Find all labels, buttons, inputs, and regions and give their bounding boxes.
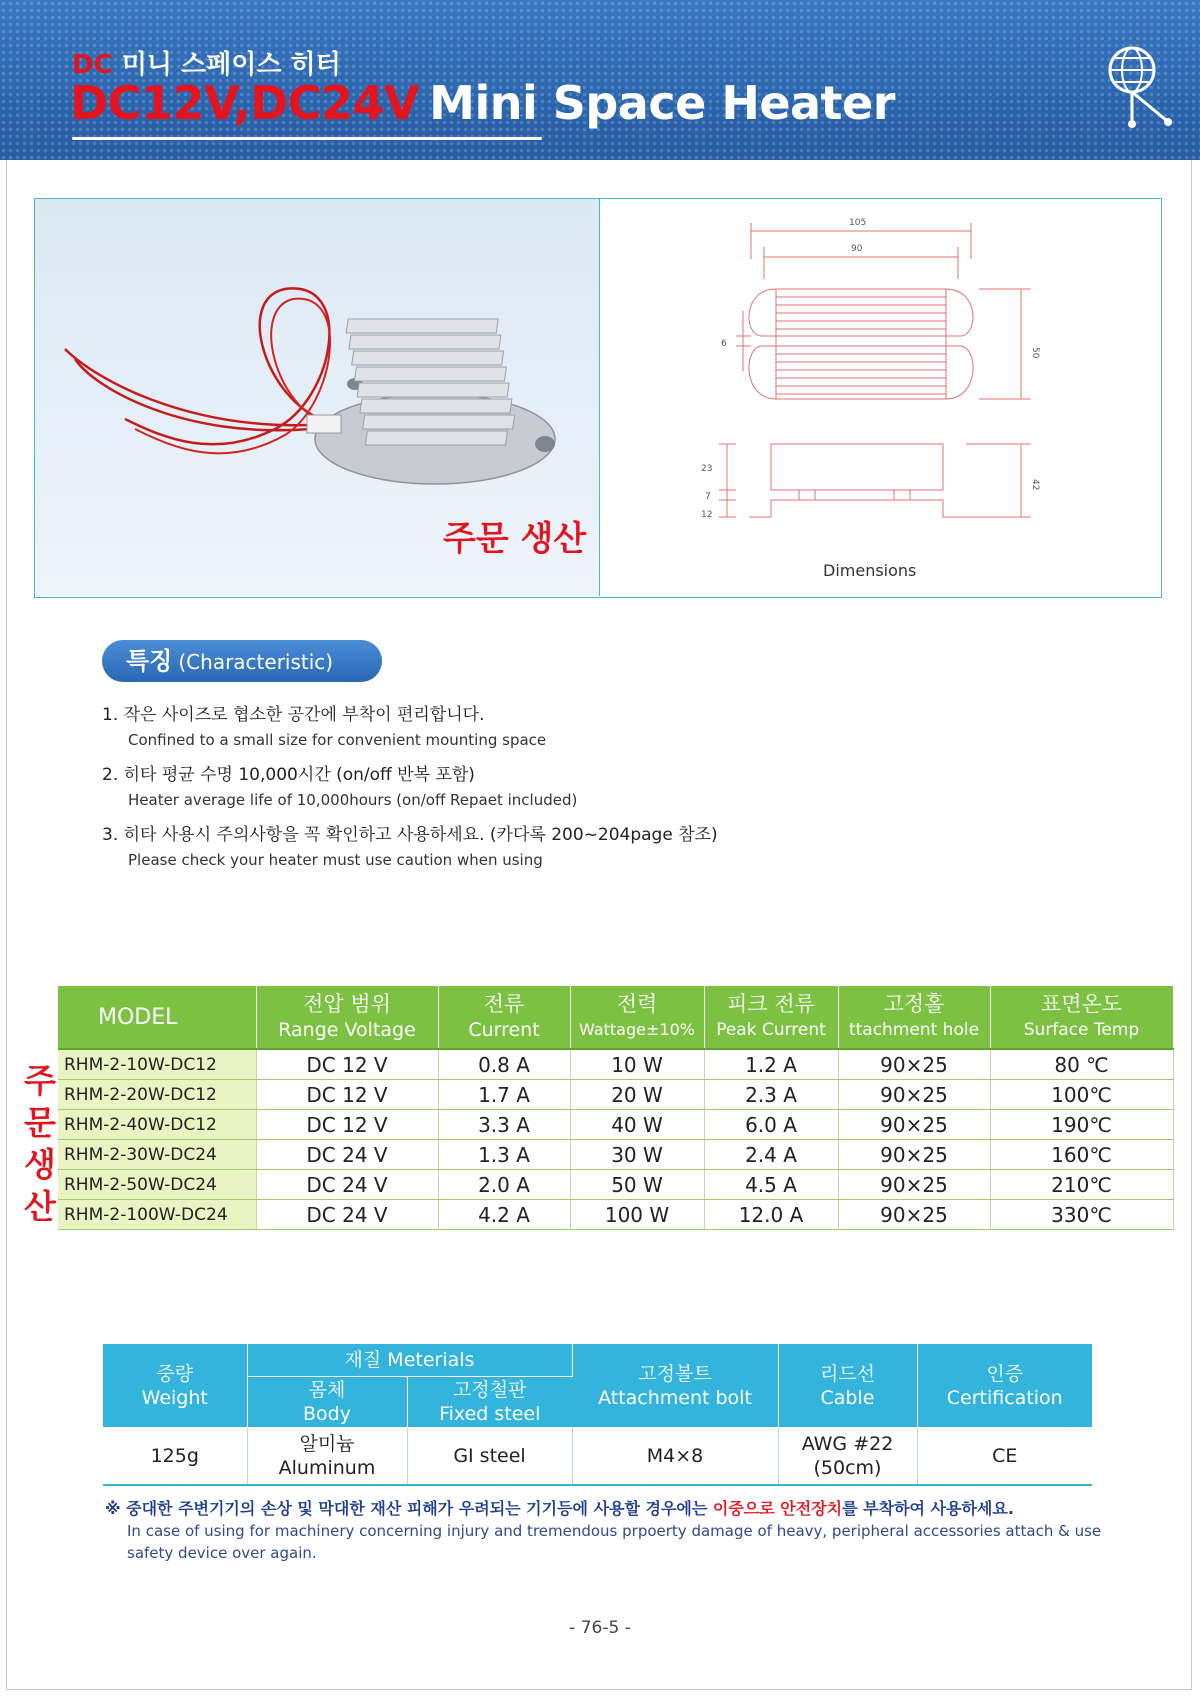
table-cell: 3.3 A xyxy=(438,1110,570,1140)
table-cell: 90×25 xyxy=(838,1200,990,1230)
header-surface-temp: 표면온도 Surface Temp xyxy=(990,986,1173,1049)
table-row xyxy=(58,1110,1173,1140)
feature-item-2: 2. 히타 평균 수명 10,000시간 (on/off 반복 포함) Heater average life of 10,000hours (on/off Repaet included) xyxy=(102,765,578,809)
table-cell: 1.3 A xyxy=(438,1140,570,1170)
table-cell: DC 24 V xyxy=(256,1170,438,1200)
spec-body-value: 알미늄 Aluminum xyxy=(247,1428,407,1486)
page-number: - 76-5 - xyxy=(569,1618,631,1638)
header-model: MODEL xyxy=(58,986,256,1049)
table-cell: 12.0 A xyxy=(704,1200,838,1230)
spec-header-fixed-steel: 고정철판 Fixed steel xyxy=(407,1377,572,1428)
table-cell: DC 24 V xyxy=(256,1200,438,1230)
table-row xyxy=(58,1170,1173,1200)
table-cell: RHM-2-10W-DC12 xyxy=(58,1049,256,1080)
table-cell: 90×25 xyxy=(838,1140,990,1170)
table-cell: DC 12 V xyxy=(256,1049,438,1080)
spec-cert-value: CE xyxy=(917,1428,1092,1486)
spec-weight-value: 125g xyxy=(103,1428,247,1486)
spec-values-row xyxy=(103,1428,1092,1486)
table-cell: DC 12 V xyxy=(256,1110,438,1140)
table-cell: 90×25 xyxy=(838,1110,990,1140)
spec-bolt-value: M4×8 xyxy=(572,1428,778,1486)
spec-header-cable: 리드선 Cable xyxy=(778,1344,917,1428)
table-cell: 80 ℃ xyxy=(990,1049,1173,1080)
spec-header-materials: 재질 Meterials xyxy=(247,1344,572,1377)
table-cell: 4.2 A xyxy=(438,1200,570,1230)
table-cell: 40 W xyxy=(570,1110,704,1140)
table-cell: RHM-2-20W-DC12 xyxy=(58,1080,256,1110)
dim-12-label: 12 xyxy=(701,510,713,520)
table-cell: 2.3 A xyxy=(704,1080,838,1110)
page-title: DC12V,DC24V Mini Space Heater xyxy=(70,76,895,130)
table-cell: 4.5 A xyxy=(704,1170,838,1200)
figure-box xyxy=(34,198,1162,598)
dimension-drawing xyxy=(601,199,1161,596)
table-cell: 210℃ xyxy=(990,1170,1173,1200)
table-cell: 100℃ xyxy=(990,1080,1173,1110)
header-wattage: 전력 Wattage±10% xyxy=(570,986,704,1049)
table-cell: RHM-2-100W-DC24 xyxy=(58,1200,256,1230)
dim-50-label: 50 xyxy=(1030,347,1040,359)
dim-7-label: 7 xyxy=(705,492,711,502)
feature-item-1: 1. 작은 사이즈로 협소한 공간에 부착이 편리합니다. Confined to a small size for convenient mounting space xyxy=(102,705,547,749)
table-cell: 190℃ xyxy=(990,1110,1173,1140)
table-cell: DC 12 V xyxy=(256,1080,438,1110)
header-subtitle: DC 미니 스페이스 히터 xyxy=(72,50,341,80)
spec-header-body: 몸체 Body xyxy=(247,1377,407,1428)
dim-23-label: 23 xyxy=(701,464,713,474)
table-row xyxy=(58,1200,1173,1230)
dimension-svg xyxy=(601,199,1161,596)
table-row xyxy=(58,1080,1173,1110)
table-cell: RHM-2-40W-DC12 xyxy=(58,1110,256,1140)
table-cell: 90×25 xyxy=(838,1080,990,1110)
table-cell: 1.7 A xyxy=(438,1080,570,1110)
caution-note-korean: ※ 중대한 주변기기의 손상 및 막대한 재산 피해가 우려되는 기기등에 사용할 경우에는 이중으로 안전장치를 부착하여 사용하세요. xyxy=(105,1499,1014,1518)
header-banner xyxy=(0,0,1200,160)
table-cell: 90×25 xyxy=(838,1170,990,1200)
dim-42-label: 42 xyxy=(1030,479,1040,491)
product-photo xyxy=(35,199,600,596)
table-cell: RHM-2-30W-DC24 xyxy=(58,1140,256,1170)
table-cell: 90×25 xyxy=(838,1049,990,1080)
header-voltage: 전압 범위 Range Voltage xyxy=(256,986,438,1049)
globe-logo-icon xyxy=(1098,40,1178,130)
header-attachment-hole: 고정홀 ttachment hole xyxy=(838,986,990,1049)
table-cell: RHM-2-50W-DC24 xyxy=(58,1170,256,1200)
table-cell: 2.0 A xyxy=(438,1170,570,1200)
characteristic-heading: 특징 (Characteristic) xyxy=(102,640,382,682)
spec-header-weight: 중량 Weight xyxy=(103,1344,247,1428)
table-cell: 50 W xyxy=(570,1170,704,1200)
spec-header-bolt: 고정볼트 Attachment bolt xyxy=(572,1344,778,1428)
table-cell: 6.0 A xyxy=(704,1110,838,1140)
table-row xyxy=(58,1140,1173,1170)
caution-note-english: In case of using for machinery concerning injury and tremendous prpoerty damage of heavy, peripheral accessories attach & use safety device over again. xyxy=(127,1522,1102,1562)
spec-header-cert: 인증 Certification xyxy=(917,1344,1092,1428)
spec-cable-value: AWG #22 (50cm) xyxy=(778,1428,917,1486)
dim-105-label: 105 xyxy=(849,218,867,228)
spec-plate-value: GI steel xyxy=(407,1428,572,1486)
table-cell: 330℃ xyxy=(990,1200,1173,1230)
table-cell: 30 W xyxy=(570,1140,704,1170)
table-cell: DC 24 V xyxy=(256,1140,438,1170)
spec-table xyxy=(103,1344,1092,1486)
table-cell: 160℃ xyxy=(990,1140,1173,1170)
header-underline xyxy=(72,137,542,140)
model-table xyxy=(58,986,1174,1230)
dim-90-label: 90 xyxy=(851,244,863,254)
dimensions-caption: Dimensions xyxy=(823,561,917,580)
table-cell: 100 W xyxy=(570,1200,704,1230)
table-row xyxy=(58,1049,1173,1080)
table-cell: 10 W xyxy=(570,1049,704,1080)
header-peak-current: 피크 전류 Peak Current xyxy=(704,986,838,1049)
table-cell: 0.8 A xyxy=(438,1049,570,1080)
table-cell: 1.2 A xyxy=(704,1049,838,1080)
header-current: 전류 Current xyxy=(438,986,570,1049)
feature-item-3: 3. 히타 사용시 주의사항을 꼭 확인하고 사용하세요. (카다록 200~204page 참조) Please check your heater must use caution when using xyxy=(102,825,718,869)
table-cell: 20 W xyxy=(570,1080,704,1110)
made-to-order-side-label: 주 문 생 산 xyxy=(24,1061,56,1226)
model-table-header xyxy=(58,986,1173,1049)
made-to-order-label: 주문 생산 xyxy=(443,519,587,559)
table-cell: 2.4 A xyxy=(704,1140,838,1170)
dim-6-label: 6 xyxy=(721,339,727,349)
